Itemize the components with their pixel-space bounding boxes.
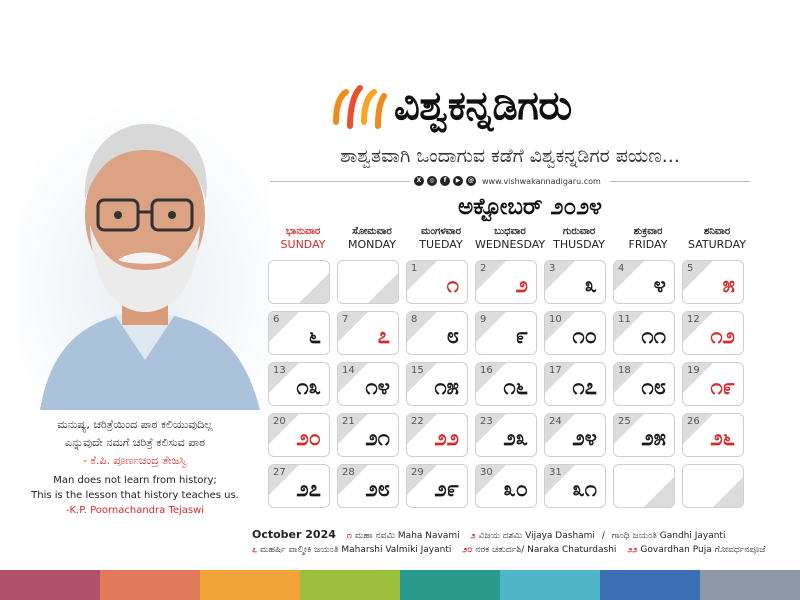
day-number: 11 <box>618 314 631 325</box>
calendar-cell-day <box>268 362 330 406</box>
day-numeral-kannada: ೨೨ <box>434 426 459 451</box>
day-numeral-kannada: ೧೯ <box>710 375 735 400</box>
calendar-cell-day <box>544 311 606 355</box>
color-strip <box>0 570 800 600</box>
day-numeral-kannada: ೫ <box>722 273 735 298</box>
calendar-cell-day <box>613 362 675 406</box>
color-strip-segment <box>300 570 400 600</box>
calendar-cell-day <box>544 260 606 304</box>
divider <box>610 181 750 182</box>
quote-english <box>10 473 260 518</box>
weekday-en: FRIDAY <box>628 238 668 251</box>
day-number: 21 <box>342 416 355 427</box>
color-strip-segment <box>200 570 300 600</box>
weekday-kn: ಮಂಗಳವಾರ <box>420 226 462 237</box>
calendar-cell-day <box>475 311 537 355</box>
calendar-cell-day <box>613 413 675 457</box>
day-number: 6 <box>273 314 280 325</box>
weekday-kn: ಸೋಮವಾರ <box>352 226 392 237</box>
day-numeral-kannada: ೧೩ <box>296 375 321 400</box>
day-number: 12 <box>687 314 700 325</box>
day-number: 1 <box>411 263 418 274</box>
tagline: ಶಾಶ್ವತವಾಗಿ ಒಂದಾಗುವ ಕಡೆಗೆ ವಿಶ್ವಕನ್ನಡಿಗರ ಪಯಣ... <box>340 145 680 167</box>
calendar-cell-day <box>544 413 606 457</box>
holiday-name: Govardhan Puja ಗೋವರ್ಧನಪೂಜೆ <box>640 545 766 555</box>
calendar-cell-day <box>682 311 744 355</box>
day-number: 7 <box>342 314 349 325</box>
calendar-cell-day <box>544 362 606 406</box>
day-numeral-kannada: ೧೭ <box>572 375 597 400</box>
logo-mark-icon <box>330 78 390 134</box>
color-strip-segment <box>700 570 800 600</box>
calendar-cell-empty <box>682 464 744 508</box>
day-number: 4 <box>618 263 625 274</box>
day-numeral-kannada: ೨೪ <box>572 426 597 451</box>
weekday-sunday <box>268 226 338 251</box>
weekday-thursday <box>544 226 614 251</box>
weekday-en: THUSDAY <box>553 238 605 251</box>
holiday-date: ೨೨ <box>627 545 638 555</box>
day-number: 17 <box>549 365 562 376</box>
weekday-en: SUNDAY <box>280 238 326 251</box>
brand-name: ವಿಶ್ವಕನ್ನಡಿಗರು <box>394 83 572 129</box>
quote-line: Man does not learn from history; <box>53 475 217 486</box>
day-number: 25 <box>618 416 631 427</box>
color-strip-segment <box>600 570 700 600</box>
threads-icon[interactable]: @ <box>468 177 474 184</box>
day-numeral-kannada: ೨೭ <box>296 477 321 502</box>
calendar-cell-day <box>268 464 330 508</box>
day-number: 23 <box>480 416 493 427</box>
holiday-name: ವಿಜಯ ದಶಮಿ Vijaya Dashami <box>478 531 595 541</box>
weekday-saturday <box>682 226 752 251</box>
weekday-kn: ಗುರುವಾರ <box>562 226 596 237</box>
calendar-cell-empty <box>268 260 330 304</box>
weekday-friday <box>613 226 683 251</box>
holiday-name: ಮಹರ್ಷಿ ವಾಲ್ಮೀಕಿ ಜಯಂತಿ Maharshi Valmiki Jayanti <box>260 545 452 555</box>
website-link[interactable]: www.vishwakannadigaru.com <box>482 176 601 186</box>
weekday-en: TUEDAY <box>419 238 463 251</box>
calendar-cell-day <box>268 311 330 355</box>
day-number: 9 <box>480 314 487 325</box>
holiday-list-row1 <box>252 528 792 541</box>
calendar-cell-day <box>406 413 468 457</box>
color-strip-segment <box>400 570 500 600</box>
day-number: 26 <box>687 416 700 427</box>
weekday-tuesday <box>406 226 476 251</box>
day-numeral-kannada: ೨೩ <box>503 426 528 451</box>
calendar-cell-day <box>475 464 537 508</box>
day-numeral-kannada: ೪ <box>653 273 666 298</box>
day-number: 13 <box>273 365 286 376</box>
quote-author: -K.P. Poornachandra Tejaswi <box>65 505 205 516</box>
portrait-image <box>20 100 270 410</box>
youtube-icon[interactable]: ▶ <box>453 176 463 186</box>
holiday-name: ನರಕ ಚತುರ್ದಶಿ/ Naraka Chaturdashi <box>475 545 617 555</box>
weekday-en: MONDAY <box>347 238 397 251</box>
day-number: 24 <box>549 416 562 427</box>
cell-corner <box>713 477 743 507</box>
day-numeral-kannada: ೧೨ <box>710 324 735 349</box>
day-numeral-kannada: ೨೬ <box>710 426 735 451</box>
weekday-kn: ಶುಕ್ರವಾರ <box>633 226 663 237</box>
quote-author: - ಕೆ.ಪಿ. ಪೂರ್ಣಚಂದ್ರ ತೇಜಸ್ವಿ <box>83 454 187 467</box>
day-number: 22 <box>411 416 424 427</box>
day-numeral-kannada: ೨೦ <box>296 426 321 451</box>
day-numeral-kannada: ೨೮ <box>365 477 390 502</box>
weekday-en: WEDNESDAY <box>475 238 546 251</box>
day-number: 30 <box>480 467 493 478</box>
weekday-kn: ಭಾನುವಾರ <box>285 226 321 237</box>
calendar-cell-day <box>613 311 675 355</box>
calendar-cell-day <box>613 260 675 304</box>
day-number: 5 <box>687 263 694 274</box>
social-row <box>414 174 614 188</box>
weekday-wednesday <box>475 226 545 251</box>
quote-kannada <box>10 416 260 470</box>
x-icon[interactable]: X <box>414 176 424 186</box>
calendar-cell-empty <box>337 260 399 304</box>
day-numeral-kannada: ೨೫ <box>641 426 666 451</box>
day-numeral-kannada: ೩೧ <box>572 477 597 502</box>
day-number: 27 <box>273 467 286 478</box>
quote-line: This is the lesson that history teaches us. <box>31 490 239 501</box>
day-number: 18 <box>618 365 631 376</box>
holiday-date: ೧ <box>346 531 352 541</box>
day-numeral-kannada: ೧೦ <box>572 324 597 349</box>
calendar-cell-empty <box>613 464 675 508</box>
calendar-cell-day <box>475 413 537 457</box>
holiday-date: ೨೦ <box>462 545 473 555</box>
day-numeral-kannada: ೧೮ <box>641 375 666 400</box>
holiday-date: ೨ <box>470 531 476 541</box>
calendar-cell-day <box>337 413 399 457</box>
day-number: 31 <box>549 467 562 478</box>
day-number: 14 <box>342 365 355 376</box>
holiday-list-row2 <box>252 545 792 555</box>
calendar-grid <box>268 260 752 515</box>
weekday-monday <box>337 226 407 251</box>
day-numeral-kannada: ೮ <box>446 324 459 349</box>
cell-corner <box>368 273 398 303</box>
calendar-cell-day <box>682 362 744 406</box>
divider <box>270 181 410 182</box>
day-number: 16 <box>480 365 493 376</box>
day-numeral-kannada: ೨೧ <box>365 426 390 451</box>
day-numeral-kannada: ೨ <box>515 273 528 298</box>
day-number: 29 <box>411 467 424 478</box>
day-number: 19 <box>687 365 700 376</box>
day-numeral-kannada: ೧೫ <box>434 375 459 400</box>
color-strip-segment <box>0 570 100 600</box>
calendar-cell-day <box>268 413 330 457</box>
day-number: 8 <box>411 314 418 325</box>
day-number: 28 <box>342 467 355 478</box>
day-numeral-kannada: ೧೧ <box>641 324 666 349</box>
calendar-cell-day <box>337 311 399 355</box>
day-number: 3 <box>549 263 556 274</box>
day-number: 20 <box>273 416 286 427</box>
color-strip-segment <box>100 570 200 600</box>
holiday-name: ಮಹಾ ನವಮಿ Maha Navami <box>354 531 460 541</box>
weekday-header <box>268 226 752 256</box>
calendar-cell-day <box>682 413 744 457</box>
cell-corner <box>644 477 674 507</box>
holiday-separator: / <box>601 531 605 541</box>
quote-line: ಮನುಷ್ಯ, ಚರಿತ್ರೆಯಿಂದ ಪಾಠ ಕಲಿಯುವುದಿಲ್ಲ <box>57 418 213 431</box>
day-number: 15 <box>411 365 424 376</box>
day-numeral-kannada: ೧೪ <box>365 375 390 400</box>
day-numeral-kannada: ೭ <box>377 324 390 349</box>
calendar-cell-day <box>406 260 468 304</box>
day-number: 2 <box>480 263 487 274</box>
holiday-name: ಗಾಂಧಿ ಜಯಂತಿ Gandhi Jayanti <box>611 531 726 541</box>
day-number: 10 <box>549 314 562 325</box>
calendar-cell-day <box>544 464 606 508</box>
color-strip-segment <box>500 570 600 600</box>
day-numeral-kannada: ೩೦ <box>503 477 528 502</box>
facebook-icon[interactable]: f <box>440 176 450 186</box>
calendar-cell-day <box>406 362 468 406</box>
day-numeral-kannada: ೩ <box>584 273 597 298</box>
calendar-cell-day <box>406 311 468 355</box>
day-numeral-kannada: ೨೯ <box>434 477 459 502</box>
brand-logo <box>330 76 750 136</box>
instagram-icon[interactable]: ◎ <box>427 176 437 186</box>
holiday-date: ೭ <box>252 545 258 555</box>
calendar-cell-day <box>682 260 744 304</box>
calendar-cell-day <box>337 464 399 508</box>
holiday-month-label: October 2024 <box>252 528 336 541</box>
weekday-en: SATURDAY <box>688 238 746 251</box>
day-numeral-kannada: ೧ <box>446 273 459 298</box>
weekday-kn: ಬುಧವಾರ <box>494 226 526 237</box>
day-numeral-kannada: ೯ <box>515 324 528 349</box>
quote-line: ಎನ್ನುವುದೇ ನಮಗೆ ಚರಿತ್ರೆ ಕಲಿಸುವ ಪಾಠ <box>65 436 205 449</box>
calendar-cell-day <box>475 260 537 304</box>
calendar-cell-day <box>406 464 468 508</box>
cell-corner <box>299 273 329 303</box>
day-numeral-kannada: ೧೬ <box>503 375 528 400</box>
day-numeral-kannada: ೬ <box>308 324 321 349</box>
weekday-kn: ಶನಿವಾರ <box>703 226 731 237</box>
calendar-cell-day <box>475 362 537 406</box>
calendar-cell-day <box>337 362 399 406</box>
month-title: ಅಕ್ಟೋಬರ್ ೨೦೨೪ <box>457 194 603 220</box>
